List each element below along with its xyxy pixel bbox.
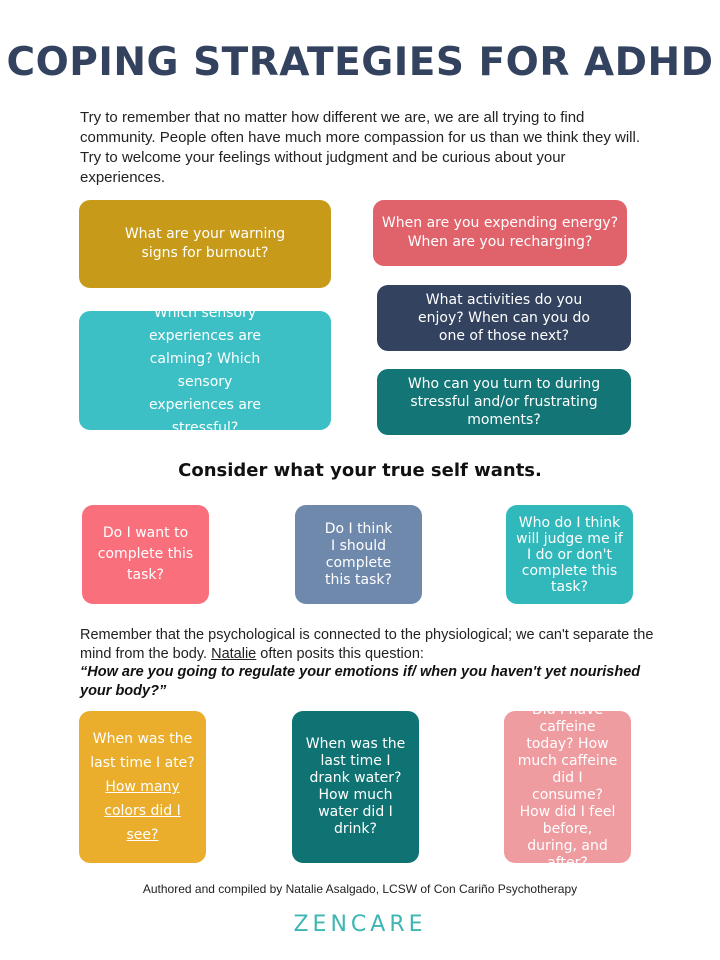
- card-should: Do I think I should complete this task?: [295, 505, 422, 604]
- card-burnout: What are your warning signs for burnout?: [79, 200, 331, 288]
- true-self-heading: Consider what your true self wants.: [178, 460, 542, 481]
- zencare-logo: ZENCARE: [293, 912, 427, 937]
- author-name-link: Natalie: [211, 646, 257, 662]
- card-want: Do I want to complete this task?: [82, 505, 209, 604]
- card-ate: When was the last time I ate? How many colors did I see?: [79, 711, 206, 863]
- card-sensory: Which sensory experiences are calming? Which sensory experiences are stressful?: [79, 311, 331, 430]
- colors-question: How many colors did I see?: [104, 779, 181, 843]
- card-water: When was the last time I drank water? How much water did I drink?: [292, 711, 419, 863]
- card-caffeine: Did I have caffeine today? How much caffeine did I consume? How did I feel before, during, and after?: [504, 711, 631, 863]
- card-judge: Who do I think will judge me if I do or don't complete this task?: [506, 505, 633, 604]
- card-activities: What activities do you enjoy? When can you do one of those next?: [377, 285, 631, 351]
- card-energy: When are you expending energy? When are you recharging?: [373, 200, 627, 266]
- body-connection-paragraph: Remember that the psychological is connected to the physiological; we can't separate the mind from the body. Natalie often posits this question:: [80, 627, 654, 662]
- author-credit: Authored and compiled by Natalie Asalgado, LCSW of Con Cariño Psychotherapy: [142, 882, 578, 896]
- card-support: Who can you turn to during stressful and/or frustrating moments?: [377, 369, 631, 435]
- regulation-quote: “How are you going to regulate your emotions if/ when you haven't yet nourished your body?”: [80, 664, 641, 699]
- page-title: COPING STRATEGIES FOR ADHD: [6, 40, 714, 85]
- intro-paragraph: Try to remember that no matter how different we are, we are all trying to find community. People often have much more compassion for us than we think they will. Try to welcome your feelings without judgment and be curious about your experiences.: [80, 109, 640, 186]
